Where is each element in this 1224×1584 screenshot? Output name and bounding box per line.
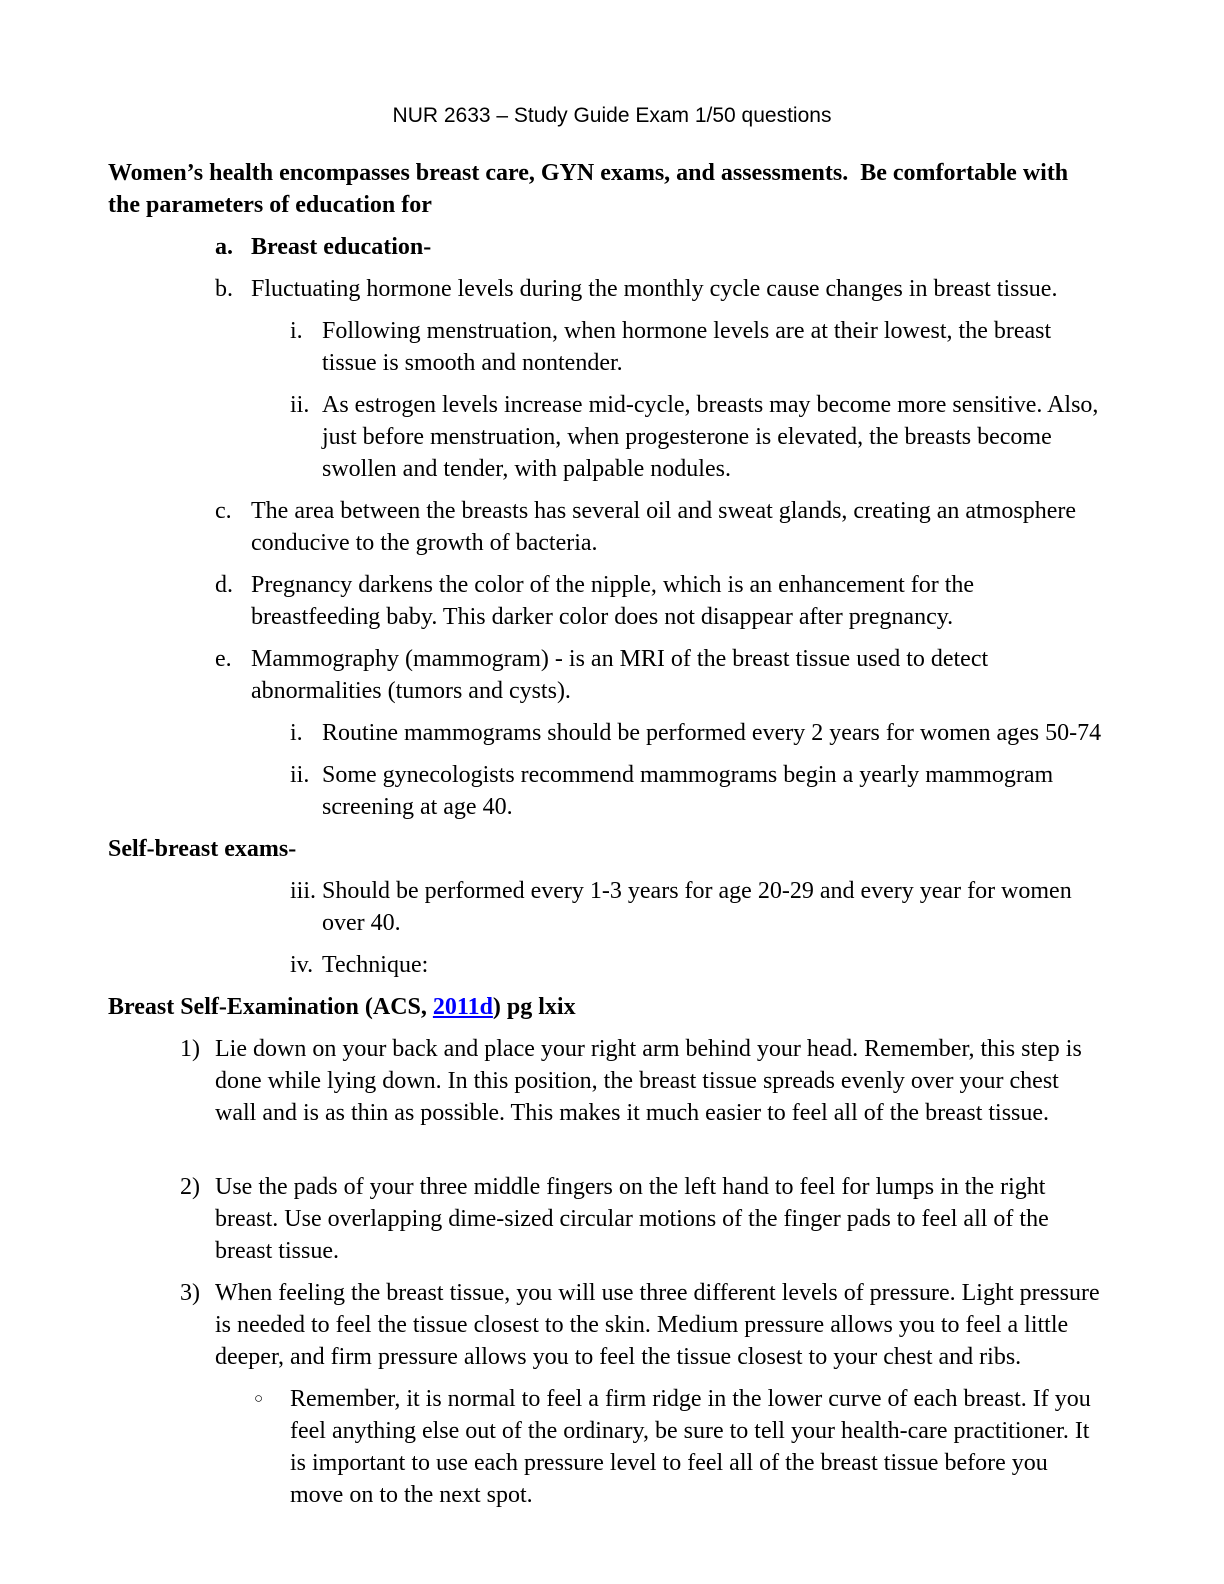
step-marker-2: 2)	[180, 1174, 200, 1200]
step-text-3: When feeling the breast tissue, you will use three different levels of pressure. Light pressure is needed to feel the tissue closest to the skin. Medium pressure allows you to feel a little deeper, and firm pressure allows you to feel the tissue closest to your chest and ribs.	[215, 1280, 1100, 1370]
list-item-e	[108, 643, 1105, 707]
list-marker-e-i: i.	[290, 720, 303, 746]
bse-heading-prefix: Breast Self-Examination (ACS,	[108, 994, 433, 1020]
list-text-iv: Technique:	[322, 952, 429, 978]
list-text-e-i: Routine mammograms should be performed every 2 years for women ages 50-74	[322, 720, 1102, 746]
step-marker-3: 3)	[180, 1280, 200, 1306]
list-text-iii: Should be performed every 1-3 years for age 20-29 and every year for women over 40.	[322, 878, 1072, 936]
list-item-b	[108, 273, 1105, 305]
list-marker-c: c.	[215, 498, 232, 524]
list-marker-b-i: i.	[290, 318, 303, 344]
list-marker-b: b.	[215, 276, 233, 302]
list-item-e-i	[108, 717, 1105, 749]
list-marker-a: a.	[215, 234, 233, 260]
list-item-iv	[108, 949, 1105, 981]
intro-heading: Women’s health encompasses breast care, GYN exams, and assessments. Be comfortable with the parameters of education for	[108, 160, 1075, 218]
list-marker-d: d.	[215, 572, 233, 598]
list-marker-b-ii: ii.	[290, 392, 310, 418]
list-item-b-ii	[108, 389, 1105, 485]
document-header-title: NUR 2633 – Study Guide Exam 1/50 questions	[392, 104, 832, 127]
list-text-c: The area between the breasts has several oil and sweat glands, creating an atmosphere conducive to the growth of bacteria.	[251, 498, 1076, 556]
list-text-b-i: Following menstruation, when hormone levels are at their lowest, the breast tissue is smooth and nontender.	[322, 318, 1052, 376]
step-marker-1: 1)	[180, 1036, 200, 1062]
step-item-2	[108, 1171, 1105, 1267]
step-text-1: Lie down on your back and place your right arm behind your head. Remember, this step is done while lying down. In this position, the breast tissue spreads evenly over your chest wall and is as thin as possible. This makes it much easier to feel all of the breast tissue.	[215, 1036, 1082, 1126]
list-item-c	[108, 495, 1105, 559]
list-marker-e: e.	[215, 646, 232, 672]
breast-self-examination-heading	[108, 991, 1105, 1023]
step-item-3	[108, 1277, 1105, 1373]
note-text: Remember, it is normal to feel a firm ridge in the lower curve of each breast. If you feel anything else out of the ordinary, be sure to tell your health-care practitioner. It is important to use each pressure level to feel all of the breast tissue before you move on to the next spot.	[290, 1386, 1091, 1508]
blank-line	[0, 1139, 1224, 1171]
bse-heading-suffix: ) pg lxix	[492, 994, 576, 1020]
note-item	[108, 1383, 1105, 1511]
list-text-b-ii: As estrogen levels increase mid-cycle, breasts may become more sensitive. Also, just before menstruation, when progesterone is elevated, the breasts become swollen and tender, with palpable nodules.	[322, 392, 1099, 482]
step-item-1	[108, 1033, 1105, 1129]
list-text-b: Fluctuating hormone levels during the monthly cycle cause changes in breast tissue.	[251, 276, 1058, 302]
citation-link-2011d[interactable]: 2011d	[432, 994, 493, 1020]
list-text-e: Mammography (mammogram) - is an MRI of the breast tissue used to detect abnormalities (tumors and cysts).	[251, 646, 989, 704]
list-marker-iii: iii.	[290, 878, 317, 904]
circle-bullet-icon: ○	[254, 1391, 264, 1407]
list-marker-iv: iv.	[290, 952, 314, 978]
list-marker-e-ii: ii.	[290, 762, 310, 788]
list-item-d	[108, 569, 1105, 633]
step-text-2: Use the pads of your three middle fingers on the left hand to feel for lumps in the right breast. Use overlapping dime-sized circular motions of the finger pads to feel all of the breast tissue.	[215, 1174, 1049, 1264]
self-breast-exams-heading: Self-breast exams-	[108, 836, 297, 862]
list-item-b-i	[108, 315, 1105, 379]
list-item-a	[108, 231, 1105, 263]
list-text-e-ii: Some gynecologists recommend mammograms begin a yearly mammogram screening at age 40.	[322, 762, 1054, 820]
list-text-a: Breast education-	[251, 234, 432, 260]
list-text-d: Pregnancy darkens the color of the nipple, which is an enhancement for the breastfeeding baby. This darker color does not disappear after pregnancy.	[251, 572, 975, 630]
list-item-e-ii	[108, 759, 1105, 823]
list-item-iii	[108, 875, 1105, 939]
